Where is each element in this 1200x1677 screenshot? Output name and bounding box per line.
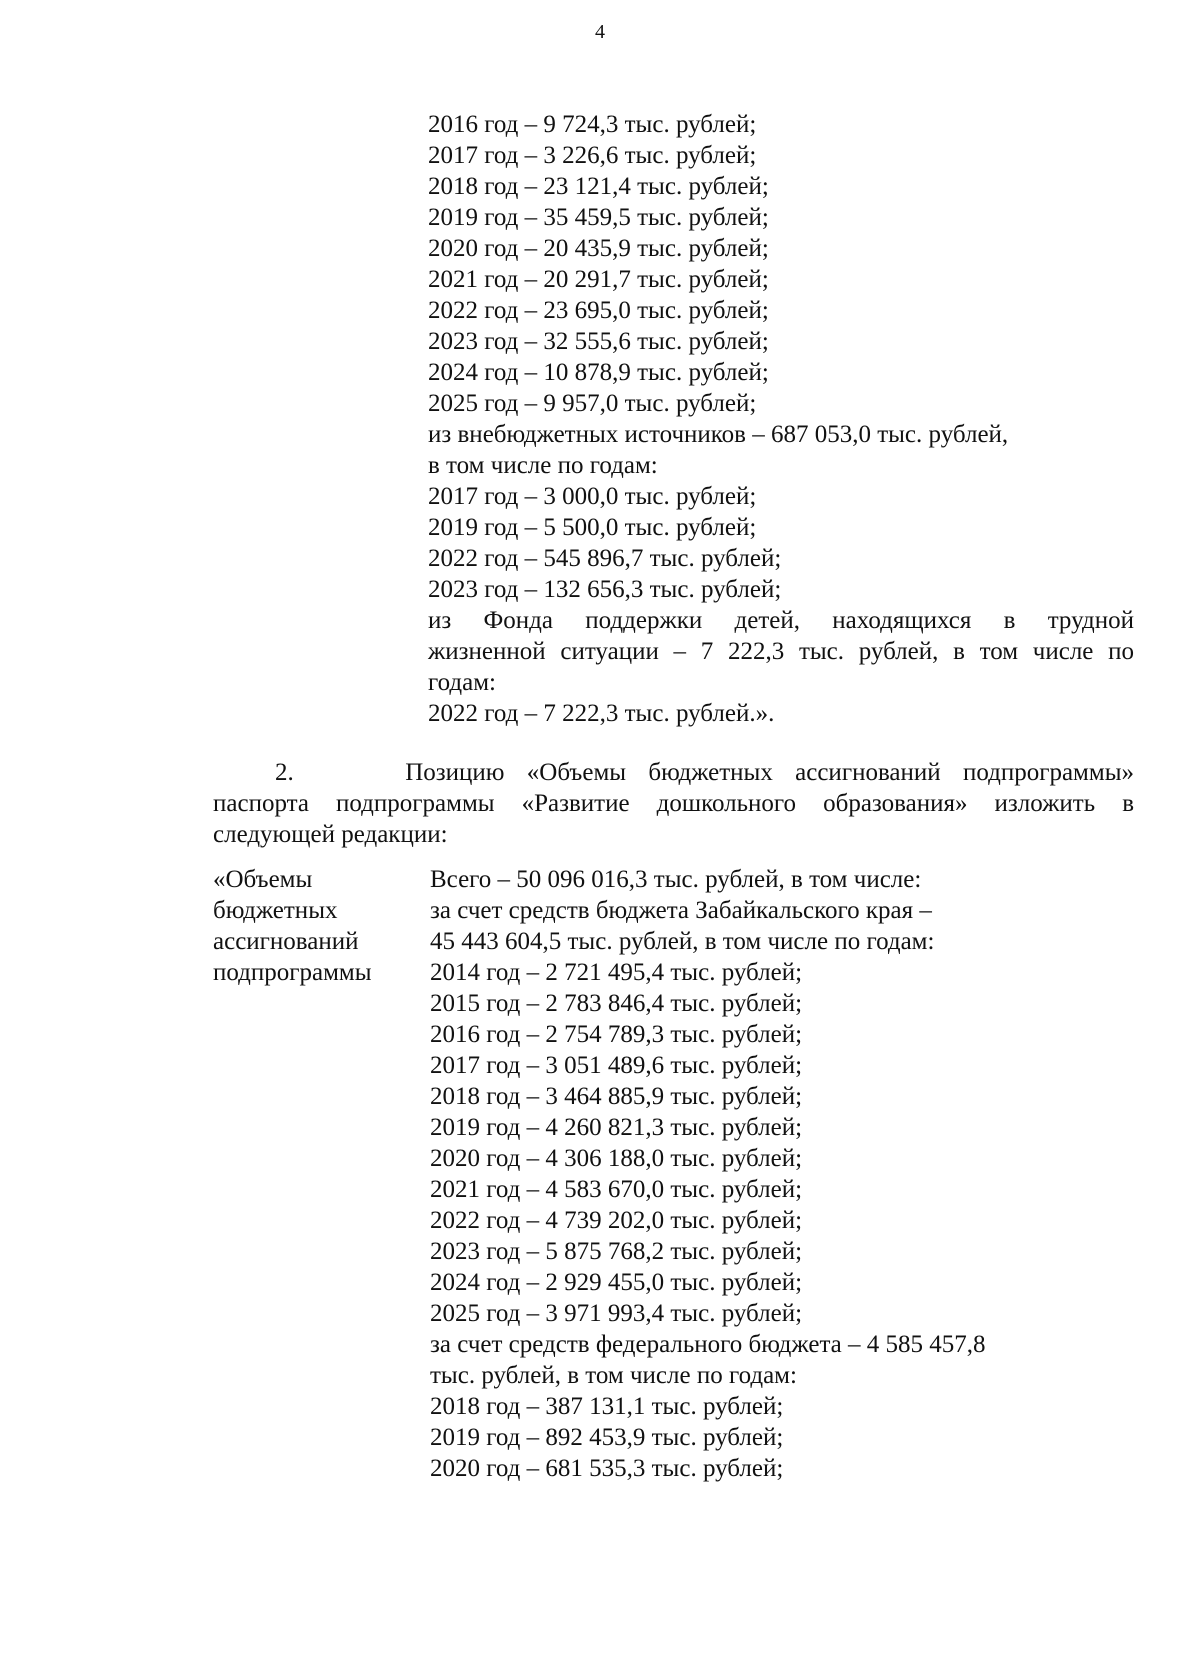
table-label-line: бюджетных bbox=[213, 897, 338, 924]
text-line: 2023 год – 32 555,6 тыс. рублей; bbox=[428, 328, 769, 355]
item2-line2: паспорта подпрограммы «Развитие дошкольного образования» изложить в bbox=[213, 790, 1134, 817]
table-value-line: 45 443 604,5 тыс. рублей, в том числе по годам: bbox=[430, 928, 935, 955]
table-value-line: 2017 год – 3 051 489,6 тыс. рублей; bbox=[430, 1052, 803, 1079]
table-value-line: 2019 год – 892 453,9 тыс. рублей; bbox=[430, 1424, 784, 1451]
table-label-line: ассигнований bbox=[213, 928, 359, 955]
table-value-line: 2025 год – 3 971 993,4 тыс. рублей; bbox=[430, 1300, 803, 1327]
text-line: 2021 год – 20 291,7 тыс. рублей; bbox=[428, 266, 769, 293]
table-value-line: 2022 год – 4 739 202,0 тыс. рублей; bbox=[430, 1207, 803, 1234]
table-value-line: 2018 год – 3 464 885,9 тыс. рублей; bbox=[430, 1083, 803, 1110]
item2-line1: 2. Позицию «Объемы бюджетных ассигнований подпрограммы» bbox=[275, 759, 1134, 786]
item2-line3: следующей редакции: bbox=[213, 821, 448, 848]
fund-paragraph-line3: годам: bbox=[428, 669, 496, 696]
table-label-line: «Объемы bbox=[213, 866, 313, 893]
table-value-line: 2014 год – 2 721 495,4 тыс. рублей; bbox=[430, 959, 803, 986]
text-line: 2016 год – 9 724,3 тыс. рублей; bbox=[428, 111, 757, 138]
text-line: 2020 год – 20 435,9 тыс. рублей; bbox=[428, 235, 769, 262]
closing-line: 2022 год – 7 222,3 тыс. рублей.». bbox=[428, 700, 775, 727]
text-line: в том числе по годам: bbox=[428, 452, 658, 479]
text-line: 2023 год – 132 656,3 тыс. рублей; bbox=[428, 576, 782, 603]
table-value-line: Всего – 50 096 016,3 тыс. рублей, в том числе: bbox=[430, 866, 922, 893]
fund-paragraph-line1: из Фонда поддержки детей, находящихся в трудной bbox=[428, 607, 1134, 634]
table-value-line: 2020 год – 681 535,3 тыс. рублей; bbox=[430, 1455, 784, 1482]
table-value-line: 2016 год – 2 754 789,3 тыс. рублей; bbox=[430, 1021, 803, 1048]
text-line: 2025 год – 9 957,0 тыс. рублей; bbox=[428, 390, 757, 417]
table-value-line: за счет средств бюджета Забайкальского края – bbox=[430, 897, 932, 924]
table-value-line: 2015 год – 2 783 846,4 тыс. рублей; bbox=[430, 990, 803, 1017]
table-value-line: 2019 год – 4 260 821,3 тыс. рублей; bbox=[430, 1114, 803, 1141]
text-line: 2018 год – 23 121,4 тыс. рублей; bbox=[428, 173, 769, 200]
page-number: 4 bbox=[595, 21, 605, 43]
table-value-line: тыс. рублей, в том числе по годам: bbox=[430, 1362, 797, 1389]
table-value-line: 2018 год – 387 131,1 тыс. рублей; bbox=[430, 1393, 784, 1420]
table-value-line: 2020 год – 4 306 188,0 тыс. рублей; bbox=[430, 1145, 803, 1172]
text-line: 2019 год – 35 459,5 тыс. рублей; bbox=[428, 204, 769, 231]
text-line: 2017 год – 3 226,6 тыс. рублей; bbox=[428, 142, 757, 169]
table-value-line: 2023 год – 5 875 768,2 тыс. рублей; bbox=[430, 1238, 803, 1265]
text-line: 2017 год – 3 000,0 тыс. рублей; bbox=[428, 483, 757, 510]
table-value-line: 2021 год – 4 583 670,0 тыс. рублей; bbox=[430, 1176, 803, 1203]
fund-paragraph-line2: жизненной ситуации – 7 222,3 тыс. рублей, в том числе по bbox=[428, 638, 1134, 665]
text-line: 2019 год – 5 500,0 тыс. рублей; bbox=[428, 514, 757, 541]
table-label-line: подпрограммы bbox=[213, 959, 372, 986]
text-line: из внебюджетных источников – 687 053,0 тыс. рублей, bbox=[428, 421, 1009, 448]
text-line: 2024 год – 10 878,9 тыс. рублей; bbox=[428, 359, 769, 386]
text-line: 2022 год – 23 695,0 тыс. рублей; bbox=[428, 297, 769, 324]
text-line: 2022 год – 545 896,7 тыс. рублей; bbox=[428, 545, 782, 572]
table-value-line: за счет средств федерального бюджета – 4 585 457,8 bbox=[430, 1331, 986, 1358]
table-value-line: 2024 год – 2 929 455,0 тыс. рублей; bbox=[430, 1269, 803, 1296]
